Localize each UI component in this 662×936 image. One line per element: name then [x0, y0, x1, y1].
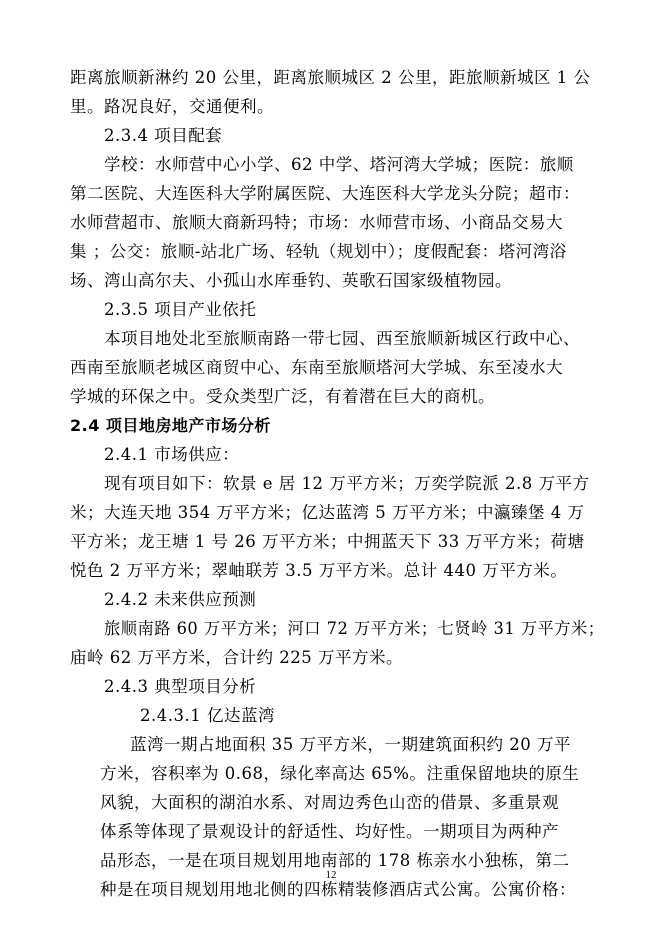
body-text-line: 体系等体现了景观设计的舒适性、均好性。一期项目为两种产	[100, 822, 559, 841]
body-text-line: 悦色 2 万平方米；翠岫联芳 3.5 万平方米。总计 440 万平方米。	[70, 561, 568, 580]
body-text-line: 平方米；龙王塘 1 号 26 万平方米；中拥蓝天下 33 万平方米；荷塘	[70, 532, 585, 551]
subsection-heading: 2.3.5 项目产业依托	[104, 300, 257, 319]
body-text-line: 米；大连天地 354 万平方米；亿达蓝湾 5 万平方米；中瀛臻堡 4 万	[70, 503, 585, 522]
subsection-heading: 2.4.1 市场供应：	[104, 445, 240, 464]
body-text-line: 风貌，大面积的湖泊水系、对周边秀色山峦的借景、多重景观	[100, 793, 559, 812]
body-text-line: 第二医院、大连医科大学附属医院、大连医科大学龙头分院；超市：	[70, 184, 580, 203]
body-text-line: 里。路况良好，交通便利。	[70, 97, 274, 116]
subsubsection-heading: 2.4.3.1 亿达蓝湾	[140, 706, 275, 725]
subsection-heading: 2.3.4 项目配套	[104, 126, 223, 145]
body-text-line: 庙岭 62 万平方米，合计约 225 万平方米。	[70, 648, 403, 667]
body-text-line: 集 ；公交：旅顺-站北广场、轻轨（规划中）；度假配套：塔河湾浴	[70, 242, 567, 261]
body-text-line: 种是在项目规划用地北侧的四栋精装修酒店式公寓。公寓价格：	[100, 880, 576, 899]
body-text-line: 水师营超市、旅顺大商新玛特；市场：水师营市场、小商品交易大	[70, 213, 563, 232]
body-text-line: 现有项目如下：软景 e 居 12 万平方米；万奕学院派 2.8 万平方	[104, 474, 590, 493]
body-text-line: 本项目地处北至旅顺南路一带七园、西至旅顺新城区行政中心、	[104, 329, 580, 348]
page-number: 12	[325, 869, 337, 881]
body-text-line: 品形态，一是在项目规划用地南部的 178 栋亲水小独栋，第二	[100, 851, 570, 870]
body-text-line: 西南至旅顺老城区商贸中心、东南至旅顺塔河大学城、东至凌水大	[70, 358, 563, 377]
body-text-line: 学校：水师营中心小学、62 中学、塔河湾大学城；医院：旅顺	[104, 155, 574, 174]
body-text-line: 距离旅顺新淋约 20 公里，距离旅顺城区 2 公里，距旅顺新城区 1 公	[70, 68, 591, 87]
body-text-line: 场、湾山高尔夫、小孤山水库垂钓、英歌石国家级植物园。	[70, 271, 512, 290]
body-text-line: 旅顺南路 60 万平方米；河口 72 万平方米；七贤岭 31 万平方米；	[104, 619, 605, 638]
body-text-line: 方米，容积率为 0.68，绿化率高达 65%。注重保留地块的原生	[100, 764, 580, 783]
section-heading: 2.4 项目地房地产市场分析	[70, 416, 271, 435]
body-text-line: 蓝湾一期占地面积 35 万平方米，一期建筑面积约 20 万平	[130, 735, 571, 754]
body-text-line: 学城的环保之中。受众类型广泛，有着潜在巨大的商机。	[70, 387, 495, 406]
subsection-heading: 2.4.3 典型项目分析	[104, 677, 257, 696]
subsection-heading: 2.4.2 未来供应预测	[104, 590, 257, 609]
